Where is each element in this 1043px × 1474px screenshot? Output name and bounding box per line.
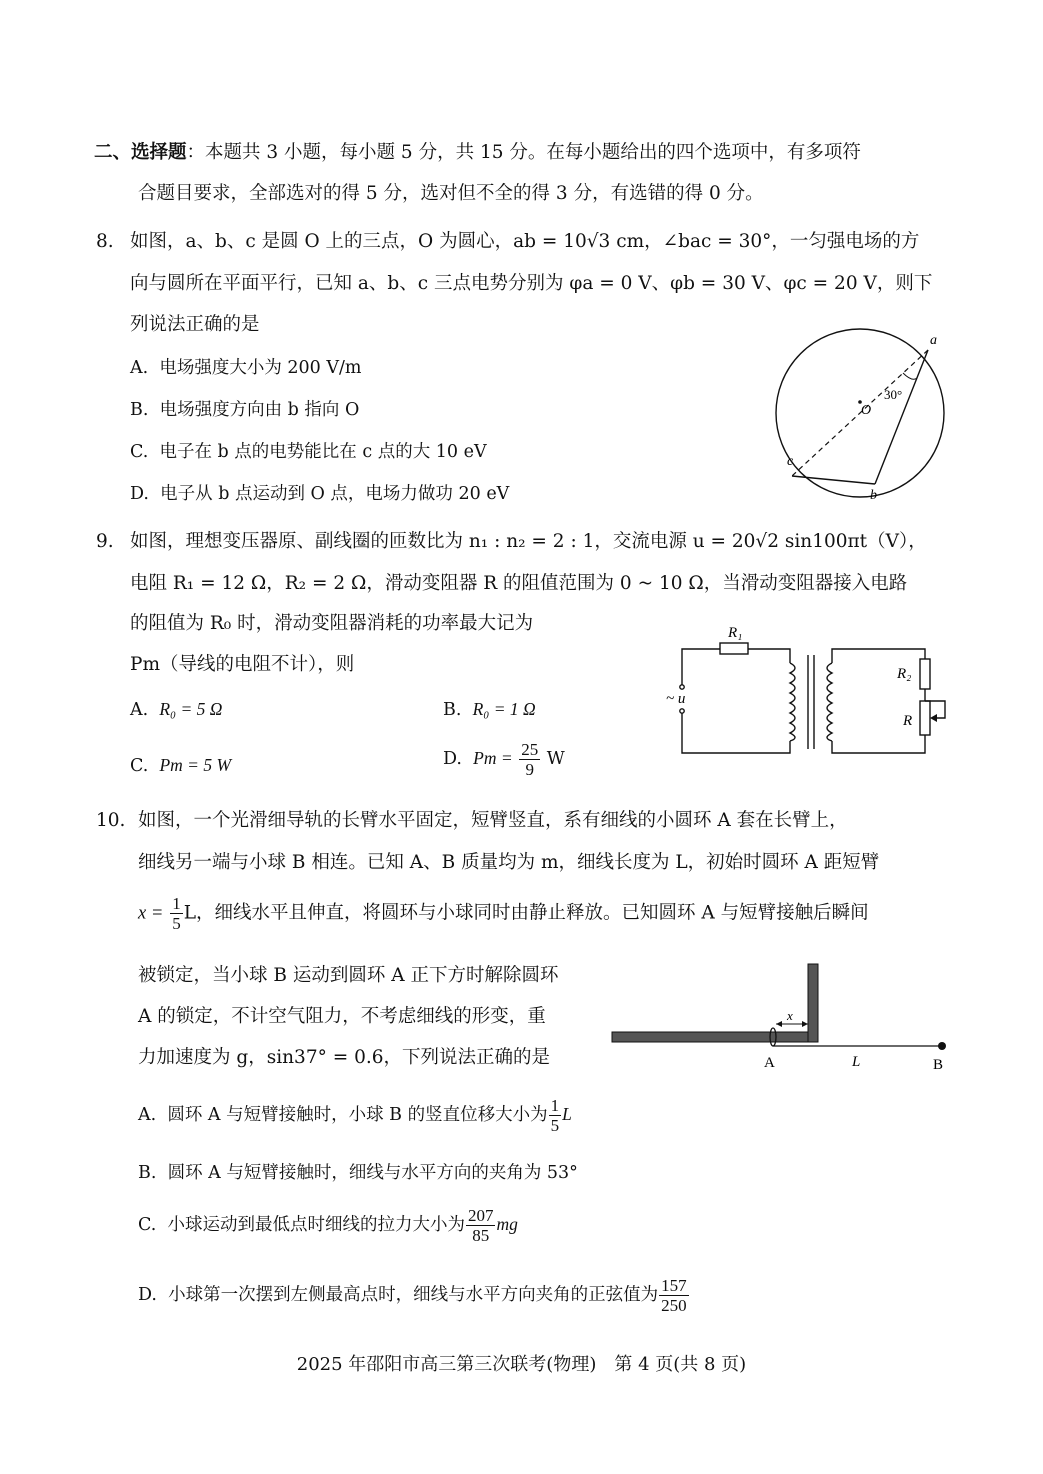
label-r: R — [903, 713, 913, 729]
short-arm — [808, 964, 818, 1042]
q8-option-b[interactable]: B. 电场强度方向由 b 指向 O — [130, 400, 360, 420]
label-r1: R₁ — [728, 625, 743, 641]
q10-rail-figure — [608, 960, 958, 1075]
label-b: b — [870, 488, 877, 503]
q9-stem-line3: 的阻值为 R₀ 时，滑动变阻器消耗的功率最大记为 — [130, 613, 534, 634]
q10-option-a[interactable]: A. 圆环 A 与短臂接触时，小球 B 的竖直位移大小为 $\frac{1}{5}$ L — [138, 1096, 572, 1135]
fraction: $\frac{25}{9}$ — [521, 740, 539, 779]
q8-stem-line3: 列说法正确的是 — [130, 314, 260, 335]
secondary-coil — [827, 663, 832, 741]
label-b: B — [933, 1057, 944, 1073]
label-c: c — [787, 454, 794, 469]
wire — [682, 649, 720, 685]
page-footer: 2025 年邵阳市高三第三次联考(物理) 第 4 页(共 8 页) — [296, 1354, 747, 1375]
q9-option-d[interactable]: D. Pm = $\frac{25}{9}$ W — [443, 740, 565, 779]
label-a: A — [764, 1055, 775, 1071]
q10-option-c[interactable]: C. 小球运动到最低点时细线的拉力大小为 $\frac{207}{85}$ mg — [138, 1206, 518, 1245]
long-arm — [612, 1032, 818, 1042]
primary-coil — [790, 663, 795, 741]
q10-option-b[interactable]: B. 圆环 A 与短臂接触时，细线与水平方向的夹角为 53° — [138, 1163, 578, 1183]
q10-stem-line4: 被锁定，当小球 B 运动到圆环 A 正下方时解除圆环 — [138, 965, 559, 986]
q8-stem-line1: 如图，a、b、c 是圆 O 上的三点，O 为圆心，ab = 10√3 cm，∠bac = 30°，一匀强电场的方 — [130, 231, 920, 252]
label-o: O — [861, 403, 872, 418]
label-l: L — [852, 1054, 861, 1070]
q8-stem-line2: 向与圆所在平面平行，已知 a、b、c 三点电势分别为 φa = 0 V、φb = 30 V、φc = 20 V，则下 — [130, 273, 933, 294]
q8-option-a[interactable]: A. 电场强度大小为 200 V/m — [130, 358, 362, 378]
q9-option-c[interactable]: C. Pm = 5 W — [130, 755, 232, 776]
q10-stem-line3: x = $\frac{1}{5}$ L，细线水平且伸直，将圆环与小球同时由静止释放。已知圆环 A 与短臂接触后瞬间 — [138, 894, 869, 933]
label-u: ~ u — [666, 691, 686, 707]
label-a: a — [930, 333, 937, 348]
q8-option-c[interactable]: C. 电子在 b 点的电势能比在 c 点的大 10 eV — [130, 442, 487, 462]
q10-option-d[interactable]: D. 小球第一次摆到左侧最高点时，细线与水平方向夹角的正弦值为 $\frac{157}{250}$ — [138, 1276, 687, 1315]
section-title: 二、选择题 — [94, 142, 187, 163]
q9-stem-line1: 如图，理想变压器原、副线圈的匝数比为 n₁ : n₂ = 2 : 1，交流电源 u = 20√2 sin100πt（V）， — [130, 531, 927, 552]
fraction: $\frac{207}{85}$ — [467, 1206, 494, 1245]
rheostat-r — [920, 701, 930, 735]
diameter-ac — [792, 350, 928, 476]
label-r2: R₂ — [897, 666, 912, 682]
q9-stem-line4: Pm（导线的电阻不计），则 — [130, 654, 355, 675]
fraction: $\frac{1}{5}$ — [172, 894, 181, 933]
label-x: x — [787, 1008, 793, 1023]
section-instructions-2: 合题目要求，全部选对的得 5 分，选对但不全的得 3 分，有选错的得 0 分。 — [138, 183, 764, 204]
section-heading — [94, 140, 861, 166]
q10-stem-line6: 力加速度为 g，sin37° = 0.6，下列说法正确的是 — [138, 1047, 551, 1068]
resistor-r2 — [920, 659, 930, 689]
section-instructions-1: ：本题共 3 小题，每小题 5 分，共 15 分。在每小题给出的四个选项中，有多项符 — [186, 142, 861, 163]
q8-number: 8. — [96, 231, 114, 252]
q8-circle-figure — [770, 322, 950, 507]
q10-number: 10. — [96, 810, 126, 831]
q10-stem-line5: A 的锁定，不计空气阻力，不考虑细线的形变，重 — [138, 1006, 546, 1027]
q10-stem-line1: 如图，一个光滑细导轨的长臂水平固定，短臂竖直，系有细线的小圆环 A 套在长臂上， — [138, 810, 848, 831]
chord-bc — [792, 476, 875, 484]
q9-number: 9. — [96, 531, 114, 552]
fraction: $\frac{157}{250}$ — [661, 1276, 687, 1315]
q9-option-b[interactable]: B. R₀ = 1 Ω — [443, 699, 536, 720]
q9-stem-line2: 电阻 R₁ = 12 Ω，R₂ = 2 Ω，滑动变阻器 R 的阻值范围为 0 ~ 10 Ω，当滑动变阻器接入电路 — [130, 573, 908, 594]
resistor-r1 — [720, 643, 748, 654]
angle-arc — [903, 373, 917, 379]
q10-stem-line2: 细线另一端与小球 B 相连。已知 A、B 质量均为 m，细线长度为 L，初始时圆环 A 距短臂 — [138, 852, 880, 873]
chord-ab — [875, 350, 928, 484]
fraction: $\frac{1}{5}$ — [550, 1096, 560, 1135]
q9-option-a[interactable]: A. R₀ = 5 Ω — [130, 699, 223, 720]
label-angle: 30° — [884, 387, 903, 402]
q9-circuit-figure — [660, 615, 960, 790]
q8-option-d[interactable]: D. 电子从 b 点运动到 O 点，电场力做功 20 eV — [130, 484, 510, 504]
ball-b — [938, 1042, 946, 1050]
